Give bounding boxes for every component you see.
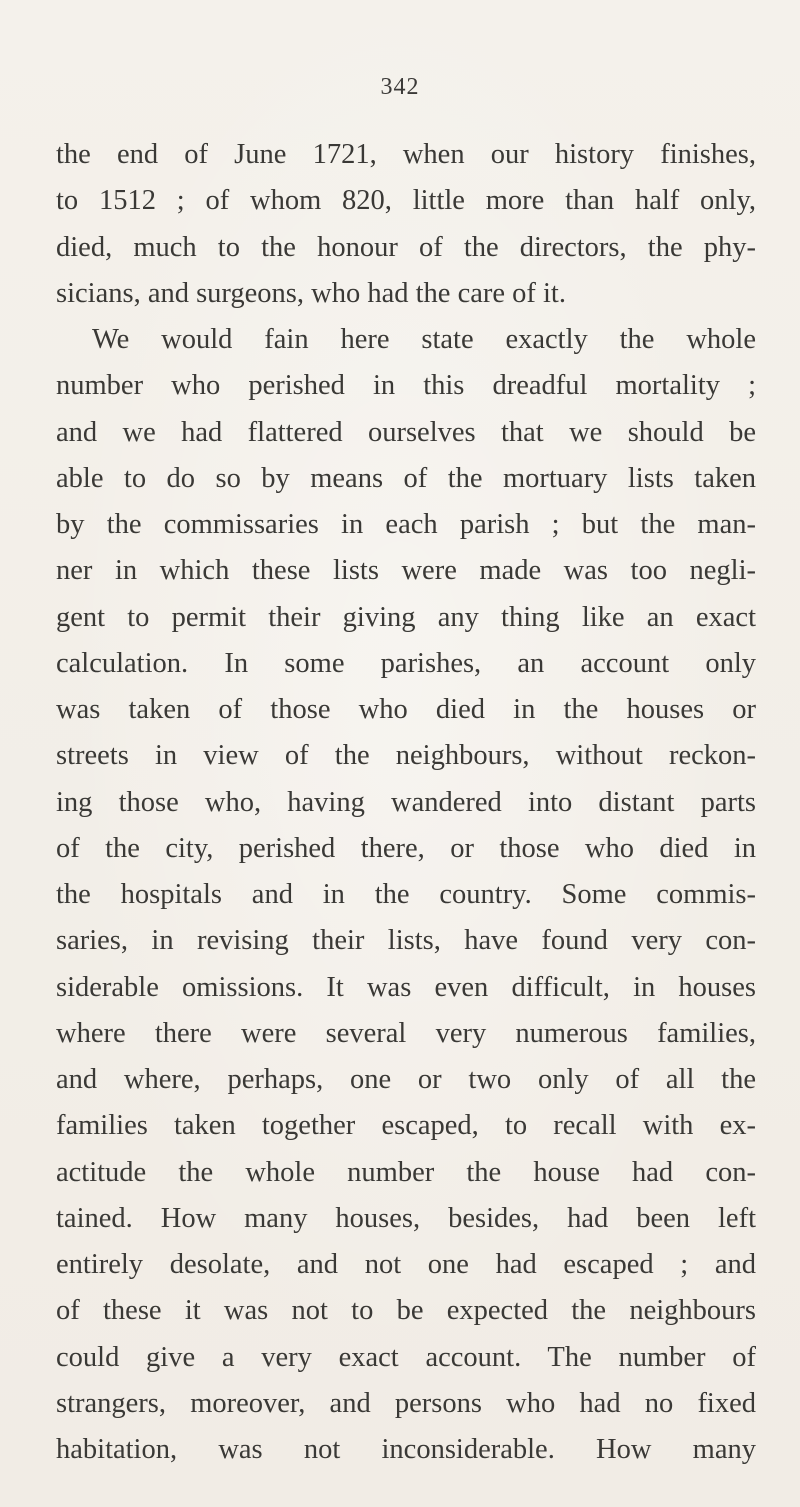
text-line: the end of June 1721, when our history finishes,: [56, 139, 756, 170]
text-line: died, much to the honour of the directors, the phy-: [56, 231, 756, 263]
text-line: calculation. In some parishes, an account only: [56, 647, 756, 679]
text-line: siderable omissions. It was even difficult, in houses: [56, 971, 756, 1003]
text-line: and we had flattered ourselves that we should be: [56, 416, 756, 448]
text-line: the hospitals and in the country. Some commis-: [56, 879, 756, 910]
text-line: entirely desolate, and not one had escaped ; and: [56, 1249, 756, 1280]
text-line: to 1512 ; of whom 820, little more than half only,: [56, 185, 756, 217]
text-line: could give a very exact account. The number of: [56, 1341, 756, 1373]
page-number: 342: [380, 74, 420, 100]
text-line: sicians, and surgeons, who had the care of it.: [56, 277, 566, 309]
text-line: strangers, moreover, and persons who had no fixed: [56, 1387, 756, 1419]
text-line: of the city, perished there, or those who died in: [56, 832, 756, 864]
text-line: by the commissaries in each parish ; but the man-: [56, 509, 756, 540]
text-line: was taken of those who died in the houses or: [56, 694, 756, 725]
text-line: of these it was not to be expected the neighbours: [56, 1295, 756, 1327]
text-line: saries, in revising their lists, have found very con-: [56, 925, 756, 957]
paragraph-start-line: We would fain here state exactly the whole: [92, 324, 756, 355]
body-text: [56, 132, 756, 1473]
text-line: streets in view of the neighbours, without reckon-: [56, 740, 756, 772]
text-line: families taken together escaped, to recall with ex-: [56, 1110, 756, 1142]
text-line: where there were several very numerous families,: [56, 1017, 756, 1049]
text-line: gent to permit their giving any thing like an exact: [56, 601, 756, 633]
text-line: tained. How many houses, besides, had been left: [56, 1202, 756, 1234]
text-line: number who perished in this dreadful mortality ;: [56, 370, 756, 402]
text-line: habitation, was not inconsiderable. How many: [56, 1434, 756, 1465]
text-line: actitude the whole number the house had con-: [56, 1156, 756, 1188]
text-line: ner in which these lists were made was too negli-: [56, 555, 756, 587]
text-line: ing those who, having wandered into distant parts: [56, 786, 756, 818]
text-line: able to do so by means of the mortuary lists taken: [56, 462, 756, 494]
text-line: and where, perhaps, one or two only of all the: [56, 1064, 756, 1095]
